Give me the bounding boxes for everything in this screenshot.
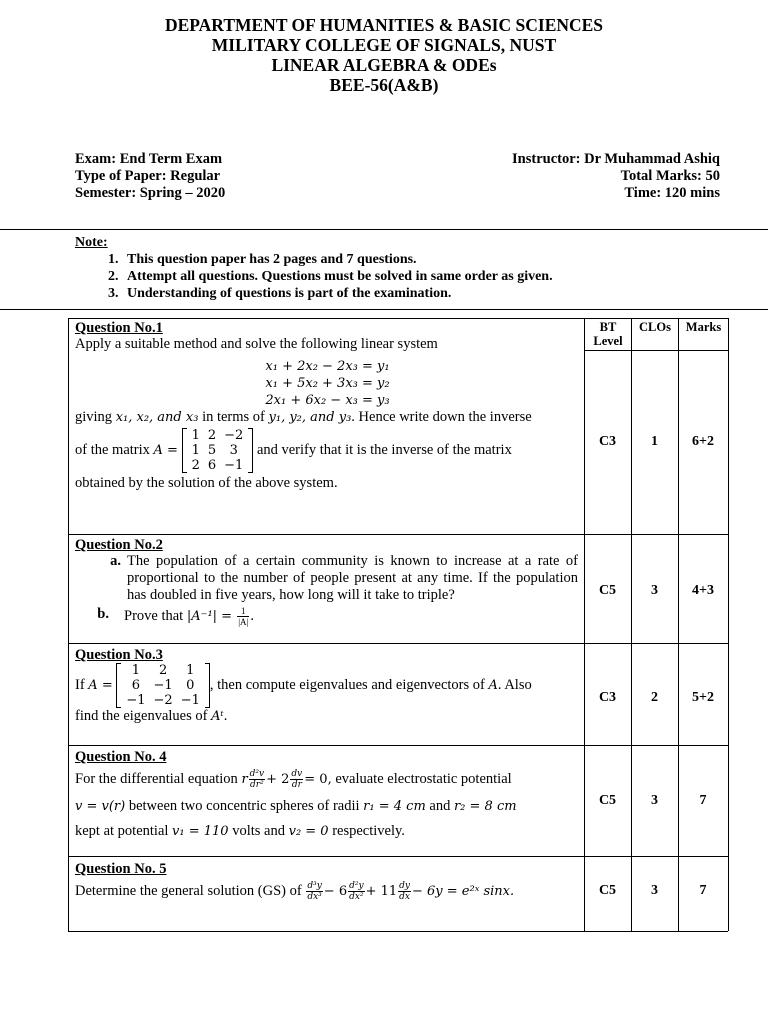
bt-level-cell: C5 xyxy=(598,583,617,598)
marks-cell: 5+2 xyxy=(692,690,714,705)
matrix-a: 1 2 1 6 −1 0 −1 −2 −1 xyxy=(116,663,210,708)
semester: Semester: Spring – 2020 xyxy=(75,185,226,201)
fraction: $\frac{dv}{dr}$ xyxy=(291,769,303,790)
fraction: $\frac{\text{d²y}}{\text{dx²}}$ xyxy=(349,881,364,902)
question-intro: Apply a suitable method and solve the following linear system xyxy=(75,336,438,352)
fraction: $\frac{\text{d³y}}{\text{dx³}}$ xyxy=(307,881,322,902)
question-title: Question No.2 xyxy=(75,537,163,553)
note-item: 3. Understanding of questions is part of the examination. xyxy=(122,285,735,302)
matrix-line: If A = 1 2 1 6 −1 0 −1 −2 −1 , then compute eigenvalues and eigenvectors of A. Also xyxy=(75,663,532,708)
bt-level-cell: C3 xyxy=(598,434,617,449)
marks-cell: 7 xyxy=(699,793,707,808)
fraction: $\frac{dy}{dx}$ xyxy=(399,881,410,902)
note-section xyxy=(75,234,735,302)
header-marks: Marks xyxy=(685,320,722,334)
fraction: $\frac{\text{d²v}}{\text{dr²}}$ xyxy=(249,769,265,790)
bt-level-cell: C3 xyxy=(598,690,617,705)
question-line-2: find the eigenvalues of Aᵗ. xyxy=(75,708,228,724)
question-title: Question No. 5 xyxy=(75,861,167,877)
college-title: MILITARY COLLEGE OF SIGNALS, NUST xyxy=(211,35,557,55)
question-giving-line: giving x₁, x₂, and x₃ in terms of y₁, y₂, and y₃. Hence write down the inverse xyxy=(75,409,532,425)
question-line-2: v = v(r) between two concentric spheres of radii r₁ = 4 cm and r₂ = 8 cm xyxy=(75,798,517,814)
question-line-1: For the differential equation r $\frac{\text{d²v}}{\text{dr²}}$ + 2 $\frac{dv}{dr}$ = 0, evaluate electrostatic potential xyxy=(75,769,512,790)
question-5 xyxy=(75,861,580,902)
fraction: $\frac{1}{|A|}$ xyxy=(238,606,249,627)
divider-bottom xyxy=(0,309,768,310)
course-title: LINEAR ALGEBRA & ODEs xyxy=(271,55,497,75)
question-title: Question No. 4 xyxy=(75,749,167,765)
header-bt-level: BT Level xyxy=(593,320,623,348)
question-4 xyxy=(75,749,580,840)
bt-level-cell: C5 xyxy=(598,883,617,898)
time-allowed: Time: 120 mins xyxy=(624,185,720,201)
paper-type: Type of Paper: Regular xyxy=(75,168,221,184)
exam-label: Exam: End Term Exam xyxy=(75,151,223,167)
equation-system xyxy=(75,358,580,409)
equation: 2x₁ + 6x₂ − x₃ = y₃ xyxy=(265,393,390,408)
clo-cell: 3 xyxy=(651,793,658,808)
question-1 xyxy=(75,320,580,492)
question-line-3: kept at potential v₁ = 110 volts and v₂ = 0 respectively. xyxy=(75,823,405,839)
marks-cell: 4+3 xyxy=(692,583,714,598)
question-title: Question No.1 xyxy=(75,320,163,336)
question-3 xyxy=(75,647,580,725)
clo-cell: 3 xyxy=(651,883,658,898)
clo-cell: 2 xyxy=(651,690,658,705)
question-2 xyxy=(75,537,578,627)
equation: x₁ + 5x₂ + 3x₃ = y₂ xyxy=(265,376,390,391)
class-title: BEE-56(A&B) xyxy=(329,75,439,95)
clo-cell: 1 xyxy=(651,434,658,449)
note-item: 2. Attempt all questions. Questions must be solved in same order as given. xyxy=(122,268,735,285)
bt-level-cell: C5 xyxy=(598,793,617,808)
note-item: 1. This question paper has 2 pages and 7 questions. xyxy=(122,251,735,268)
divider-top xyxy=(0,229,768,230)
clo-cell: 3 xyxy=(651,583,658,598)
question-closing: obtained by the solution of the above system. xyxy=(75,475,338,491)
part-b: b. Prove that |A⁻¹| = $\frac{1}{|A|}$ . xyxy=(97,606,254,627)
equation: x₁ + 2x₂ − 2x₃ = y₁ xyxy=(265,359,390,374)
question-title: Question No.3 xyxy=(75,647,163,663)
marks-cell: 7 xyxy=(699,883,707,898)
total-marks: Total Marks: 50 xyxy=(620,168,720,184)
matrix-line: of the matrix A = 1 2 −2 1 5 3 2 6 −1 and verify that it is the inverse of the matrix xyxy=(75,428,512,473)
marks-cell: 6+2 xyxy=(692,434,714,449)
question-line-1: Determine the general solution (GS) of $\frac{\text{d³y}}{\text{dx³}}$ − 6 $\frac{\text{d²y}}{\text{dx²}}$ + 11 $\frac{dy}{dx}$ − 6y = e²ˣ sinx. xyxy=(75,881,515,902)
dept-title: DEPARTMENT OF HUMANITIES & BASIC SCIENCES xyxy=(164,15,604,35)
instructor: Instructor: Dr Muhammad Ashiq xyxy=(512,151,720,167)
note-title: Note: xyxy=(75,235,108,250)
part-a: a. The population of a certain community is known to increase at a rate of proportional to the number of people present at any time. If the population has doubled in five years, how long will it take to triple? xyxy=(110,553,578,603)
header-clos: CLOs xyxy=(639,320,671,334)
matrix-a: 1 2 −2 1 5 3 2 6 −1 xyxy=(182,428,254,473)
